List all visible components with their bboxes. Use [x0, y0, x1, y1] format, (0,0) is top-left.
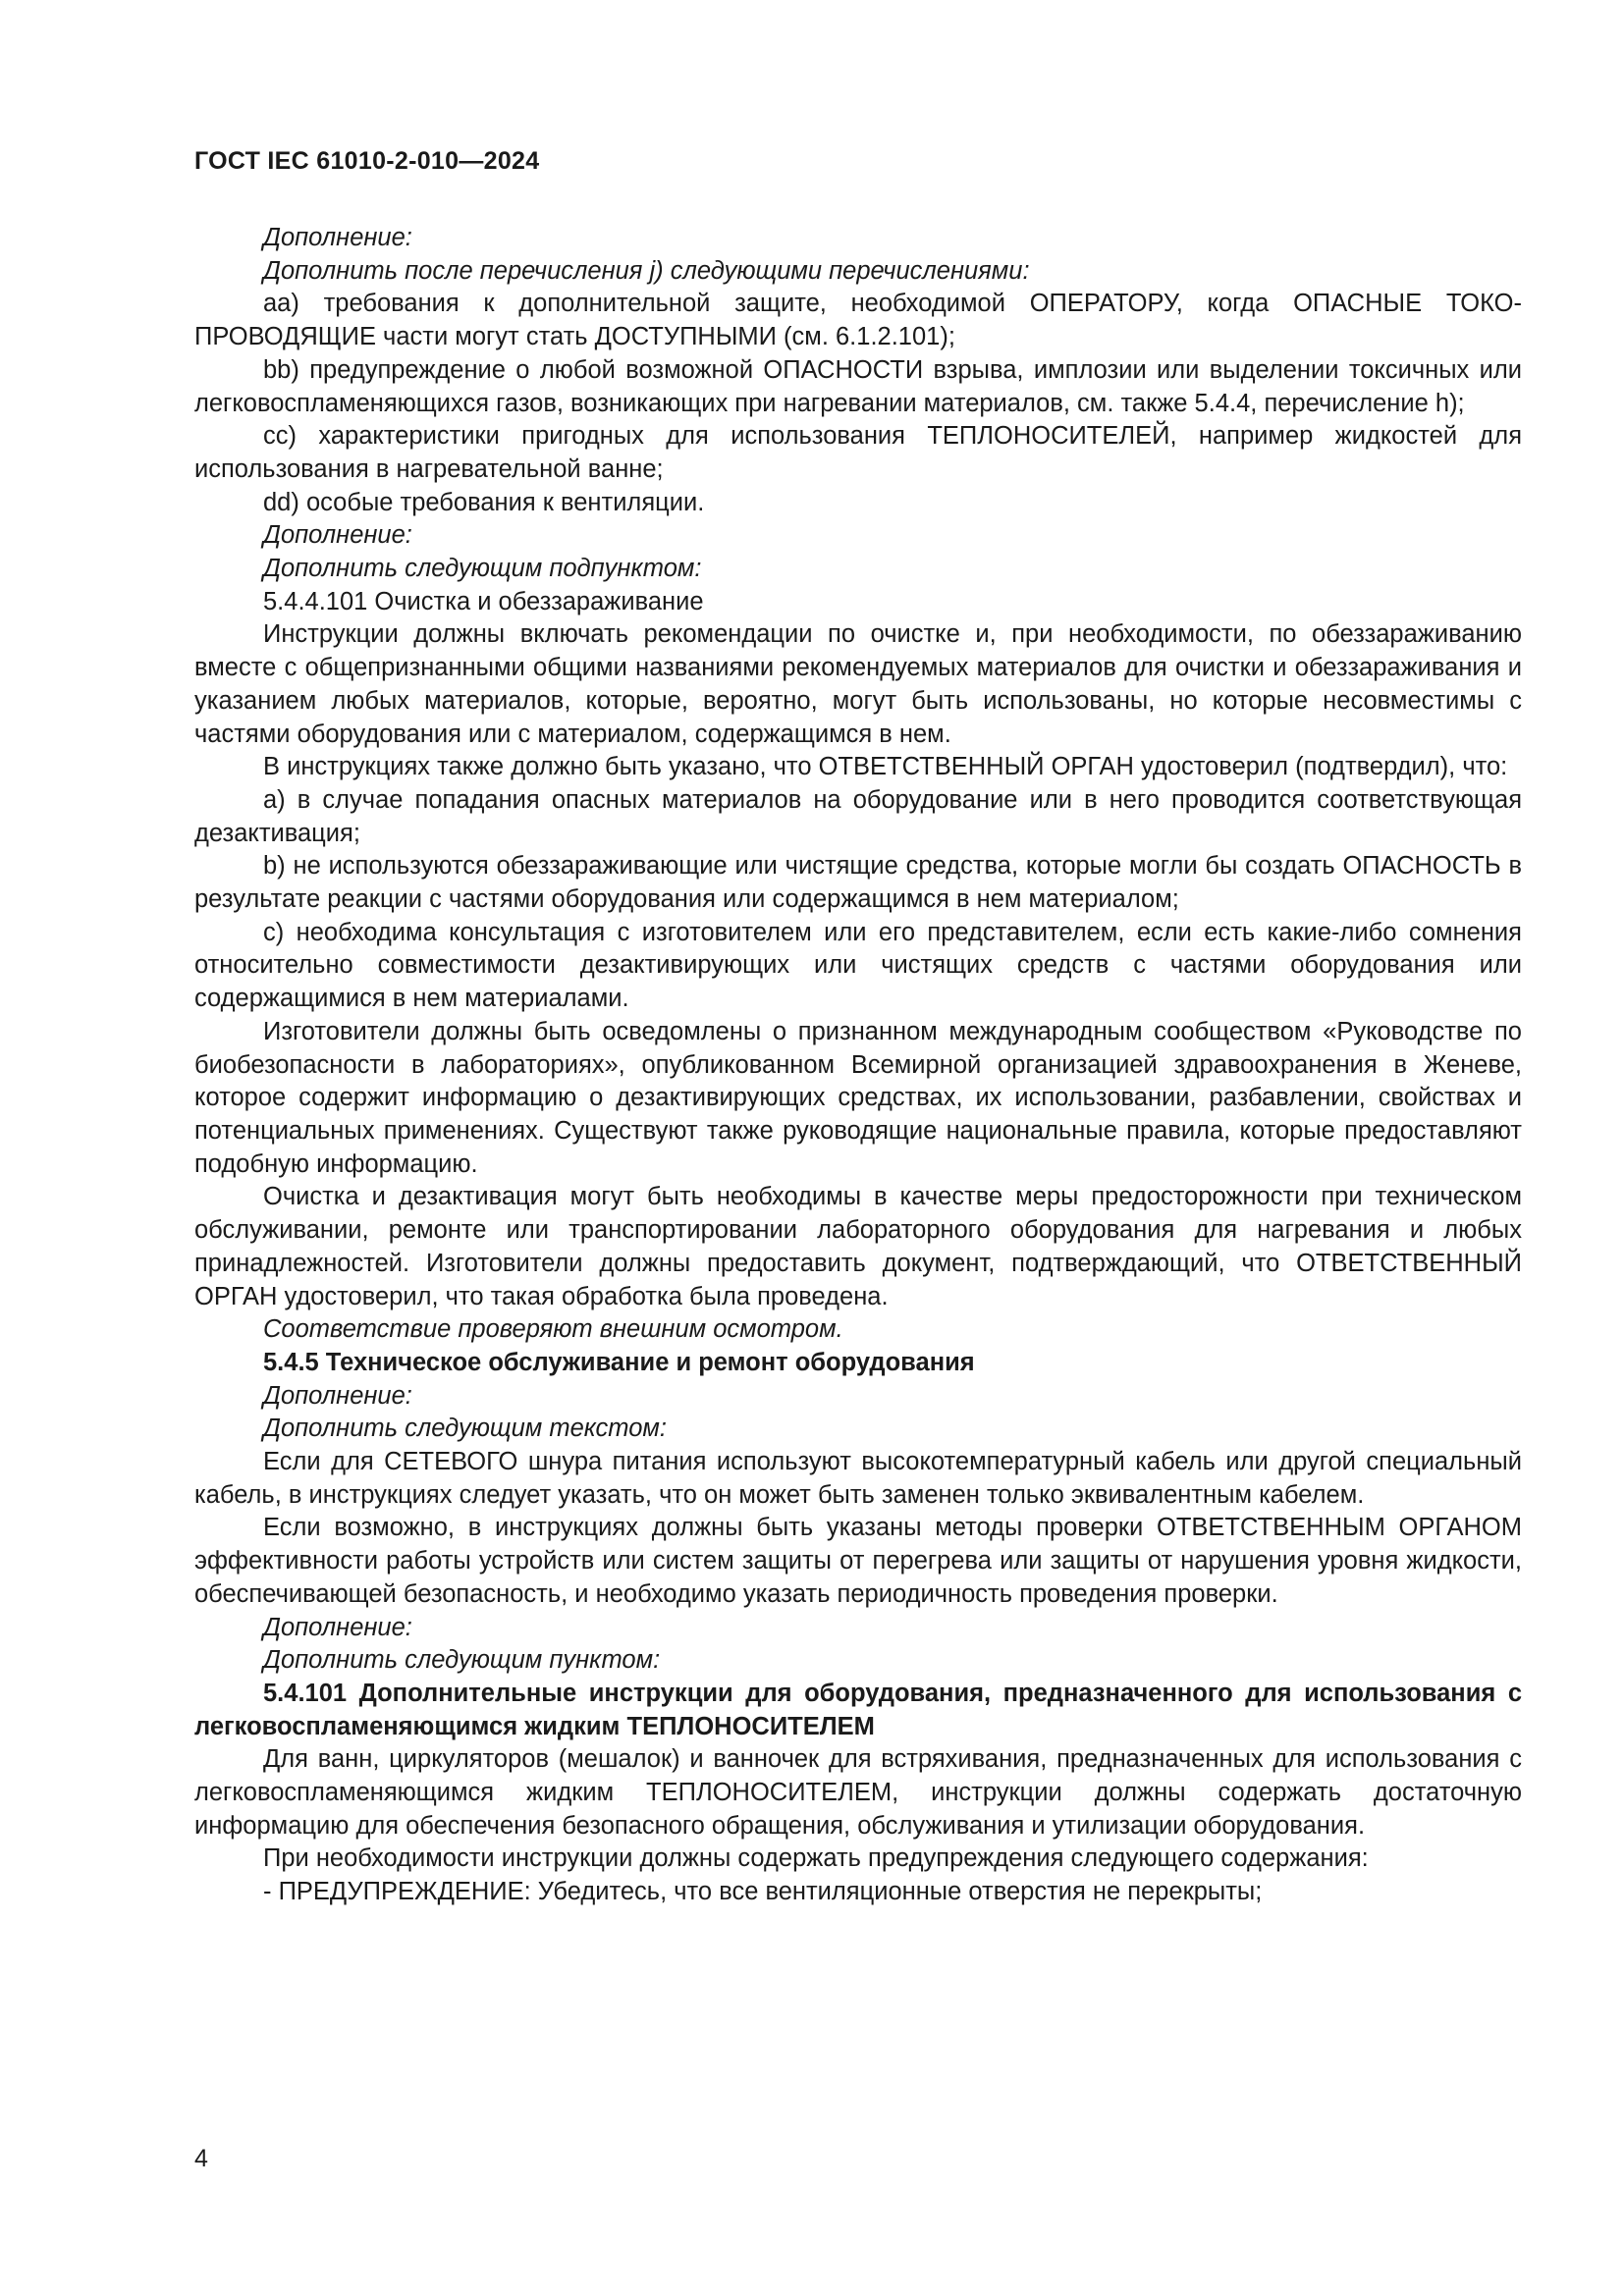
paragraph: Дополнение:	[263, 224, 412, 251]
paragraph: Для ванн, циркуляторов (мешалок) и ванночек для встряхивания, предназначенных для использования с легковоспламеняющимся жидким ТЕПЛОНОСИТЕЛЕМ, инструкции должны содержать достаточную информацию для обеспечения безопасного обращения, обслуживания и утилизации оборудования.	[194, 1745, 1522, 1840]
paragraph: Инструкции должны включать рекомендации по очистке и, при необходимости, по обеззараживанию вместе с общепризнанными общими названиями рекомендуемых материалов для очистки и обеззараживания и указанием любых материалов, которые, вероятно, могут быть использованы, но которые несовместимы с частями оборудования или с материалом, содержащимся в нем.	[194, 620, 1522, 748]
paragraph: В инструкциях также должно быть указано, что ОТВЕТСТВЕННЫЙ ОРГАН удостоверил (подтвердил), что:	[263, 753, 1508, 781]
paragraph: aa) требования к дополнительной защите, необходимой ОПЕРАТОРУ, когда ОПАСНЫЕ ТОКОПРОВОДЯЩИЕ части могут стать ДОСТУПНЫМИ (см. 6.1.2.101);	[194, 290, 1522, 351]
document-header: ГОСТ IEC 61010-2-010—2024	[194, 147, 540, 175]
paragraph: Дополнить следующим подпунктом:	[263, 555, 702, 583]
paragraph: При необходимости инструкции должны содержать предупреждения следующего содержания:	[263, 1844, 1369, 1873]
paragraph: Дополнение:	[263, 1381, 412, 1410]
paragraph: Если для СЕТЕВОГО шнура питания используют высокотемпературный кабель или другой специальный кабель, в инструкциях следует указать, что он может быть заменен только эквивалентным кабелем.	[194, 1448, 1522, 1509]
paragraph: Соответствие проверяют внешним осмотром.	[263, 1315, 843, 1344]
paragraph: Дополнить следующим пунктом:	[263, 1646, 661, 1675]
paragraph: Очистка и дезактивация могут быть необходимы в качестве меры предосторожности при техническом обслуживании, ремонте или транспортировании лабораторного оборудования для нагревания и любых принадлежностей. Изготовители должны предоставить документ, подтверждающий, что ОТВЕТСТВЕННЫЙ ОРГАН удостоверил, что такая обработка была проведена.	[194, 1183, 1522, 1310]
paragraph: Дополнить следующим текстом:	[263, 1415, 667, 1443]
paragraph: c) необходима консультация с изготовителем или его представителем, если есть какие-либо сомнения относительно совместимости дезактивирующих или чистящих средств с частями оборудования или содержащимися в нем материалами.	[194, 918, 1522, 1013]
subclause-title: 5.4.4.101 Очистка и обеззараживание	[263, 587, 704, 615]
document-body	[194, 222, 1522, 1909]
paragraph: cc) характеристики пригодных для использования ТЕПЛОНОСИТЕЛЕЙ, например жидкостей для использования в нагревательной ванне;	[194, 422, 1522, 483]
section-heading: 5.4.101 Дополнительные инструкции для оборудования, предназначенного для использования с легковоспламеняющимся жидким ТЕПЛОНОСИТЕЛЕМ	[194, 1679, 1522, 1740]
paragraph: Дополнение:	[263, 521, 412, 550]
paragraph: Изготовители должны быть осведомлены о признанном международным сообществом «Руководстве по биобезопасности в лабораториях», опубликованном Всемирной организацией здравоохранения в Женеве, которое содержит информацию о дезактивирующих средствах, их использовании, разбавлении, свойствах и потенциальных применениях. Существуют также руководящие национальные правила, которые предоставляют подобную информацию.	[194, 1017, 1522, 1178]
paragraph: - ПРЕДУПРЕЖДЕНИЕ: Убедитесь, что все вентиляционные отверстия не перекрыты;	[263, 1878, 1263, 1906]
paragraph: Если возможно, в инструкциях должны быть указаны методы проверки ОТВЕТСТВЕННЫМ ОРГАНОМ эффективности работы устройств или систем защиты от перегрева или защиты от нарушения уровня жидкости, обеспечивающей безопасность, и необходимо указать периодичность проведения проверки.	[194, 1514, 1522, 1608]
paragraph: bb) предупреждение о любой возможной ОПАСНОСТИ взрыва, имплозии или выделении токсичных или легковоспламеняющихся газов, возникающих при нагревании материалов, см. также 5.4.4, перечисление h);	[194, 355, 1522, 417]
paragraph: Дополнение:	[263, 1613, 412, 1641]
paragraph: b) не используются обеззараживающие или чистящие средства, которые могли бы создать ОПАСНОСТЬ в результате реакции с частями оборудования или содержащимся в нем материалом;	[194, 852, 1522, 914]
paragraph: Дополнить после перечисления j) следующими перечислениями:	[263, 256, 1030, 285]
paragraph: a) в случае попадания опасных материалов на оборудование или в него проводится соответствующая дезактивация;	[194, 785, 1522, 847]
page-number: 4	[194, 2145, 208, 2172]
paragraph: dd) особые требования к вентиляции.	[263, 488, 705, 516]
section-heading: 5.4.5 Техническое обслуживание и ремонт оборудования	[263, 1348, 975, 1376]
